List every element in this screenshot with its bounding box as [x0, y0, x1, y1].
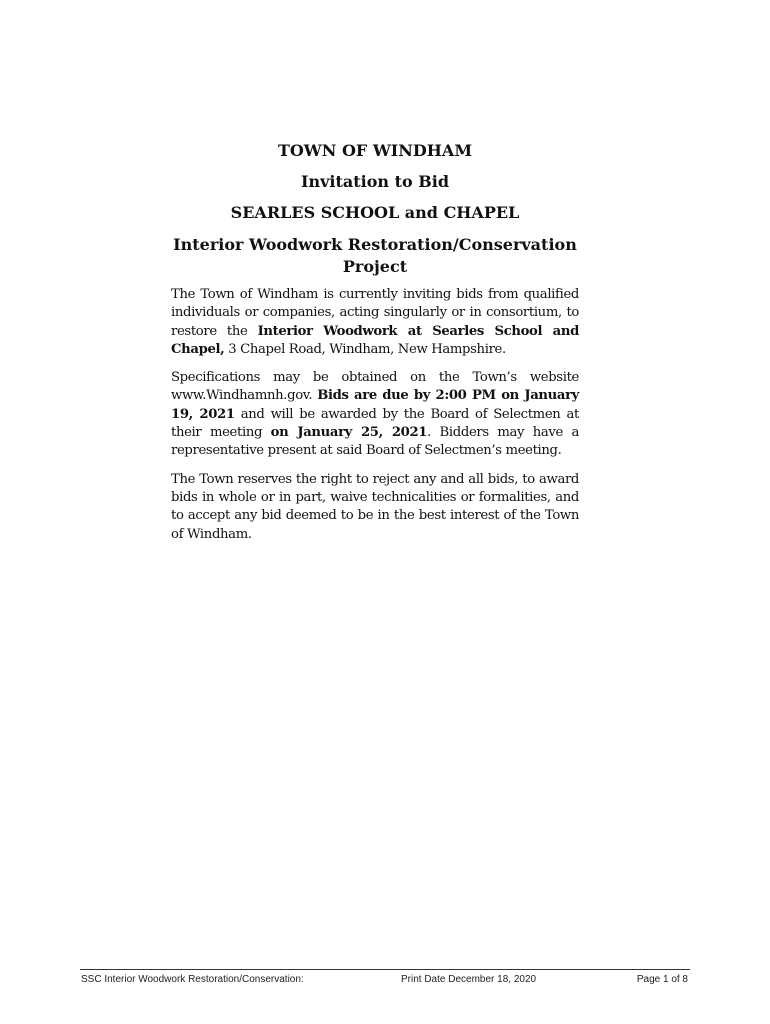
paragraph2-bold-meeting-date: on January 25, 2021 [270, 425, 428, 441]
document-body [171, 140, 579, 544]
paragraph1-text-a: The Town of Windham is currently inviting bids from qualified individuals or companies, acting singularly or in consortium, to restore the [171, 287, 579, 339]
specifications-paragraph [171, 369, 579, 460]
footer-divider [80, 969, 690, 970]
project-heading: Interior Woodwork Restoration/Conservation Project [173, 235, 577, 276]
invitation-paragraph [171, 286, 579, 359]
footer-print-date: Print Date December 18, 2020 [401, 974, 537, 985]
town-heading: TOWN OF WINDHAM [277, 141, 473, 160]
footer-document-title: SSC Interior Woodwork Restoration/Conservation: [81, 974, 304, 985]
invitation-heading: Invitation to Bid [300, 172, 449, 191]
paragraph2-text-a: Specifications may be obtained on the Town’s website www.Windhamnh.gov. [171, 370, 579, 404]
footer-page-number: Page 1 of 8 [636, 974, 688, 985]
page-footer [80, 974, 690, 988]
paragraph2-bold-due-date: Bids are due by 2:00 PM on January 19, 2021 [171, 388, 579, 422]
paragraph1-text-b: 3 Chapel Road, Windham, New Hampshire. [224, 341, 506, 357]
reservation-paragraph: The Town reserves the right to reject any and all bids, to award bids in whole or in part, waive technicalities or formalities, and to accept any bid deemed to be in the best interest of the Town of Windham. [171, 471, 579, 542]
school-heading: SEARLES SCHOOL and CHAPEL [230, 203, 520, 222]
paragraph2-text-b: and will be awarded by the Board of Selectmen at their meeting [171, 406, 579, 441]
paragraph2-text-c: . Bidders may have a representative present at said Board of Selectmen’s meeting. [171, 425, 580, 459]
paragraph1-bold-location: Interior Woodwork at Searles School and Chapel, [171, 323, 579, 357]
